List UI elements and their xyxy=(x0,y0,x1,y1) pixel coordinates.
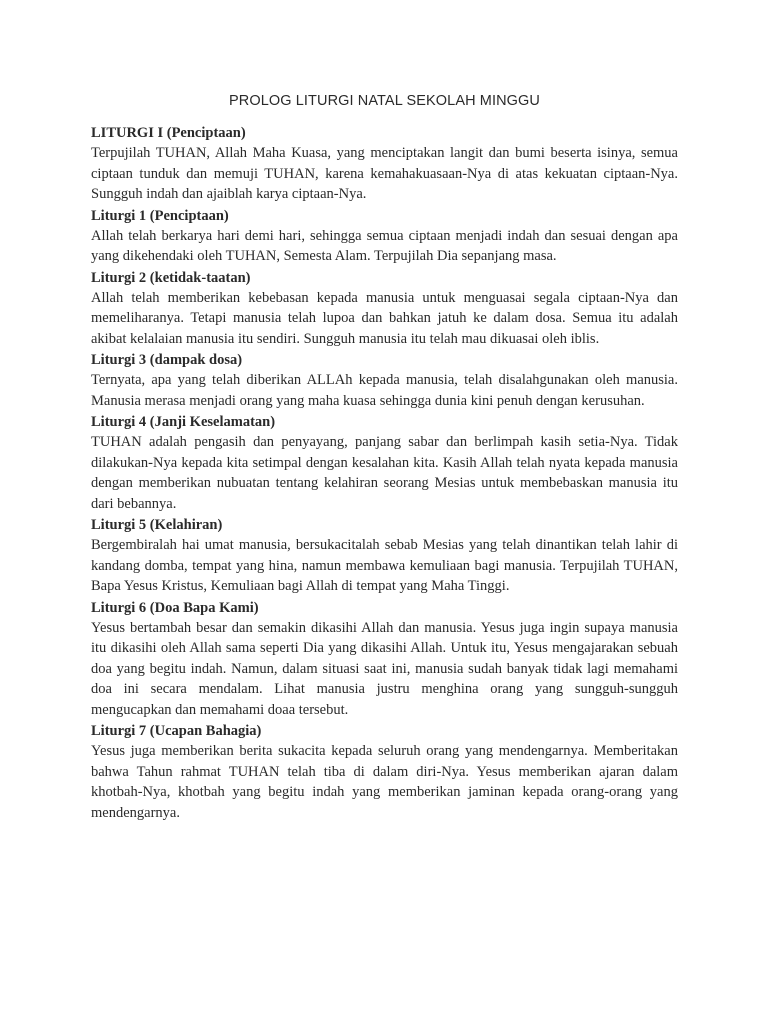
section-heading-bold: Liturgi 2 (ketidak-taatan) xyxy=(91,269,251,286)
section-heading xyxy=(91,598,678,618)
section-heading xyxy=(91,721,678,741)
section-liturgi-6 xyxy=(91,598,678,721)
section-heading-bold: Liturgi 7 (Ucapan Bahagia) xyxy=(91,723,262,739)
section-heading-bold: Liturgi 3 (dampak dosa) xyxy=(91,352,243,368)
section-liturgi-4 xyxy=(91,412,678,514)
document-title: PROLOG LITURGI NATAL SEKOLAH MINGGU xyxy=(228,93,540,109)
section-liturgi-5 xyxy=(91,515,678,597)
section-heading xyxy=(91,206,678,226)
section-body: Yesus bertambah besar dan semakin dikasihi Allah dan manusia. Yesus juga ingin supaya manusia itu dikasihi oleh Allah sama seperti Dia yang dikasihi Allah. Untuk itu, Yesus mengajarakan sebuah doa yang begitu indah. Namun, dalam situasi saat ini, manusia sudah banyak tidak lagi memahami doa ini secara mendalam. Lihat manusia justru menghina orang yang sungguh-sungguh mengucapkan dan memahami doaa tersebut. xyxy=(91,619,678,718)
section-body: Yesus juga memberikan berita sukacita kepada seluruh orang yang mendengarnya. Memberitakan bahwa Tahun rahmat TUHAN telah tiba di dalam diri-Nya. Yesus memberikan ajaran dalam khotbah-Nya, khotbah yang begitu indah yang memberikan jaminan kepada orang-orang yang mendengarnya. xyxy=(91,743,678,821)
document-page xyxy=(91,88,678,824)
section-body: Ternyata, apa yang telah diberikan ALLAh kepada manusia, telah disalahgunakan oleh manusia. Manusia merasa menjadi orang yang maha kuasa sehingga dunia kini penuh dengan kerusuhan. xyxy=(91,372,678,409)
section-heading-bold: Liturgi 1 (Penciptaan) xyxy=(91,207,229,224)
section-heading-rest: (Penciptaan) xyxy=(163,125,246,141)
section-heading xyxy=(91,123,678,143)
section-heading-bold: Liturgi 6 (Doa Bapa Kami) xyxy=(91,599,259,616)
section-liturgi-1 xyxy=(91,206,678,267)
section-heading-bold: Liturgi 4 (Janji Keselamatan) xyxy=(91,414,276,430)
section-heading xyxy=(91,268,678,288)
section-heading xyxy=(91,350,678,370)
section-body: Allah telah memberikan kebebasan kepada manusia untuk menguasai segala ciptaan-Nya dan memeliharanya. Tetapi manusia telah lupoa dan bahkan jatuh ke dalam dosa. Semua itu adalah akibat kelalaian manusia itu sendiri. Sungguh manusia itu telah mau dikuasai oleh iblis. xyxy=(91,289,678,347)
section-body: Allah telah berkarya hari demi hari, sehingga semua ciptaan menjadi indah dan sesuai dengan apa yang dikehendaki oleh TUHAN, Semesta Alam. Terpujilah Dia sepanjang masa. xyxy=(91,227,678,264)
section-heading xyxy=(91,412,678,432)
section-body: Terpujilah TUHAN, Allah Maha Kuasa, yang menciptakan langit dan bumi beserta isinya, semua ciptaan tunduk dan memuji TUHAN, karena kemahakuasaan-Nya di atas kekuatan ciptaan-Nya. Sungguh indah dan ajaiblah karya ciptaan-Nya. xyxy=(91,145,678,202)
section-liturgi-3 xyxy=(91,350,678,411)
section-liturgi-i xyxy=(91,123,678,205)
section-liturgi-7 xyxy=(91,721,678,823)
section-liturgi-2 xyxy=(91,268,678,350)
section-heading-bold: LITURGI I xyxy=(91,125,164,141)
section-heading-bold: Liturgi 5 (Kelahiran) xyxy=(91,517,223,533)
section-heading xyxy=(91,515,678,535)
section-body: TUHAN adalah pengasih dan penyayang, panjang sabar dan berlimpah kasih setia-Nya. Tidak dilakukan-Nya kepada kita setimpal dengan kesalahan kita. Kasih Allah telah nyata kepada manusia dengan memberikan nubuatan tentang kelahiran seorang Mesias untuk membebaskan manusia itu dari bebannya. xyxy=(91,434,678,512)
section-body: Bergembiralah hai umat manusia, bersukacitalah sebab Mesias yang telah dinantikan telah lahir di kandang domba, tempat yang hina, namun membawa kemuliaan bagi manusia. Terpujilah TUHAN, Bapa Yesus Kristus, Kemuliaan bagi Allah di tempat yang Maha Tinggi. xyxy=(91,537,678,594)
